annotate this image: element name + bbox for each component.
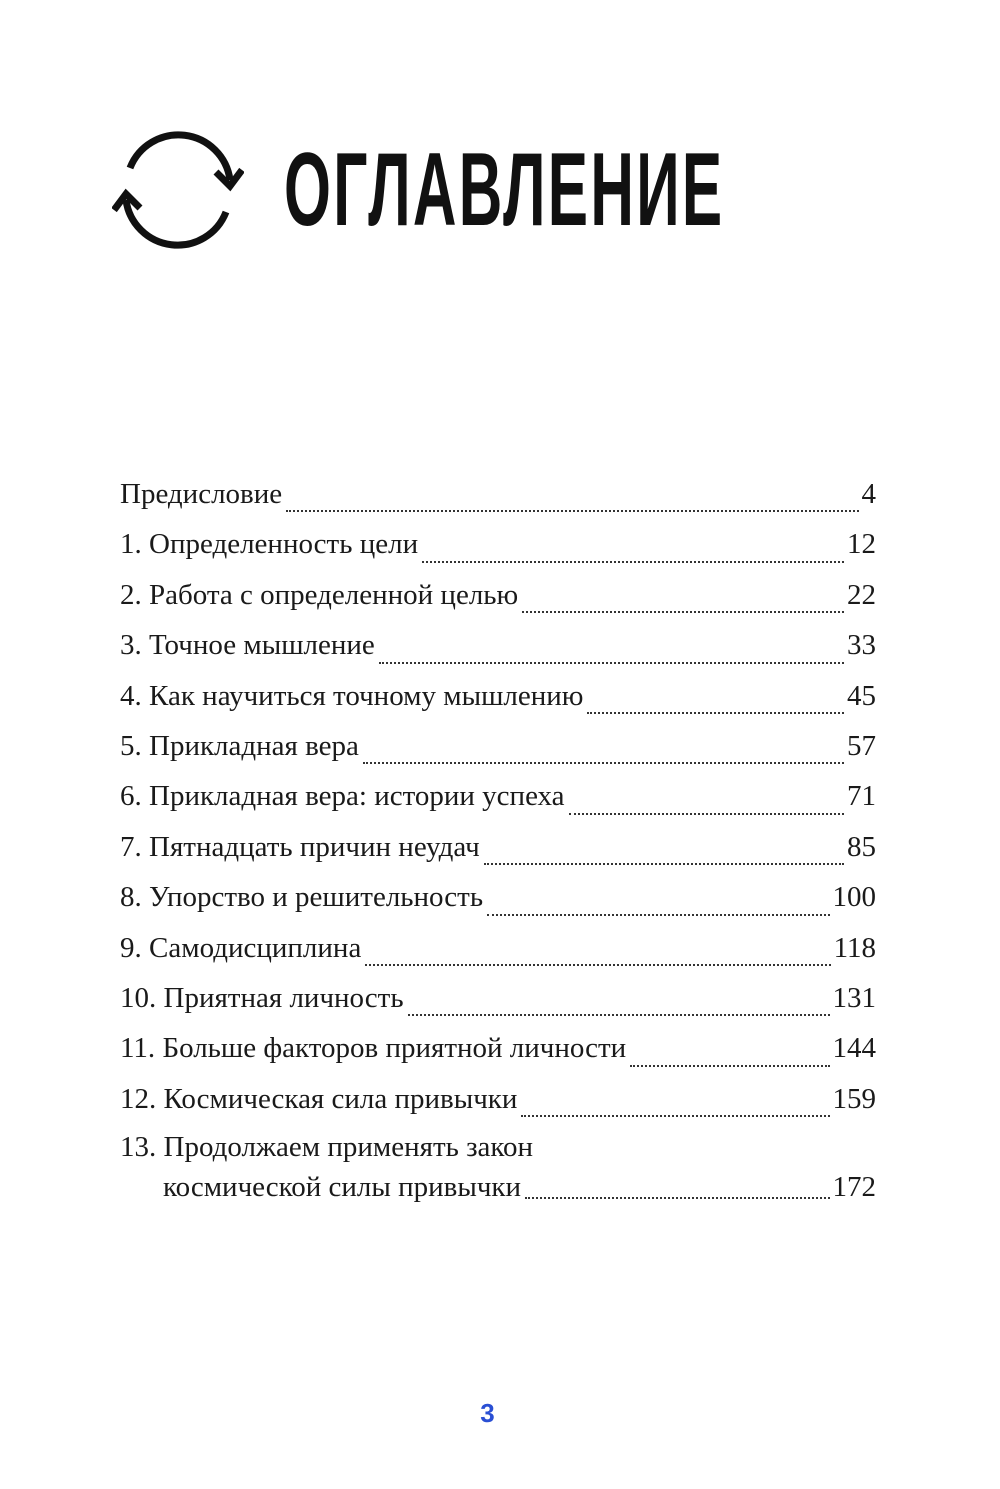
toc-entry-11[interactable] xyxy=(120,1026,876,1076)
dot-leader xyxy=(286,510,858,512)
dot-leader xyxy=(521,1115,829,1117)
toc-label: Точное мышление xyxy=(149,629,375,662)
dot-leader xyxy=(484,863,844,865)
toc-label: Прикладная вера xyxy=(149,729,359,762)
toc-page: 144 xyxy=(832,1032,876,1065)
toc-number: 11. xyxy=(120,1032,156,1065)
page-heading xyxy=(112,130,1000,250)
toc-number: 13. xyxy=(120,1131,157,1164)
dot-leader xyxy=(487,914,829,916)
dot-leader xyxy=(365,964,830,966)
toc-page: 71 xyxy=(847,780,876,813)
dot-leader xyxy=(408,1014,830,1016)
toc-number: 6. xyxy=(120,780,142,813)
toc-entry-preface[interactable] xyxy=(120,472,876,522)
toc-label: Космическая сила привычки xyxy=(163,1082,518,1115)
toc-label: Больше факторов приятной личности xyxy=(162,1032,627,1065)
toc-number: 12. xyxy=(120,1082,157,1115)
toc-page: 4 xyxy=(861,478,876,510)
toc-page: 33 xyxy=(847,629,876,662)
toc-label: Определенность цели xyxy=(149,528,419,561)
dot-leader xyxy=(525,1197,829,1199)
table-of-contents xyxy=(120,472,876,1217)
toc-entry-2[interactable] xyxy=(120,573,876,623)
toc-entry-3[interactable] xyxy=(120,623,876,673)
toc-entry-13[interactable] xyxy=(120,1127,876,1217)
toc-entry-9[interactable] xyxy=(120,926,876,976)
toc-label: Пятнадцать причин неудач xyxy=(149,830,480,863)
dot-leader xyxy=(630,1065,829,1067)
toc-label: Упорство и решительность xyxy=(149,881,484,914)
toc-entry-8[interactable] xyxy=(120,875,876,925)
toc-label: Работа с определенной целью xyxy=(149,578,519,611)
toc-entry-6[interactable] xyxy=(120,774,876,824)
toc-number: 3. xyxy=(120,629,142,662)
page-number: 3 xyxy=(480,1398,495,1428)
cycle-arrows-icon xyxy=(112,124,244,256)
toc-entry-7[interactable] xyxy=(120,825,876,875)
toc-page: 159 xyxy=(832,1082,876,1115)
toc-label: Самодисциплина xyxy=(149,931,362,964)
dot-leader xyxy=(587,712,844,714)
toc-label: Продолжаем применять закон xyxy=(163,1131,534,1164)
toc-entry-4[interactable] xyxy=(120,674,876,724)
toc-label: Предисловие xyxy=(120,478,283,510)
toc-entry-1[interactable] xyxy=(120,522,876,572)
toc-page: 57 xyxy=(847,729,876,762)
dot-leader xyxy=(363,762,844,764)
dot-leader xyxy=(522,611,844,613)
toc-number: 2. xyxy=(120,578,142,611)
toc-label: Прикладная вера: истории успеха xyxy=(149,780,565,813)
toc-page: 85 xyxy=(847,830,876,863)
toc-number: 9. xyxy=(120,931,142,964)
toc-number: 5. xyxy=(120,729,142,762)
toc-page: 22 xyxy=(847,578,876,611)
toc-page: 131 xyxy=(832,981,876,1014)
toc-number: 1. xyxy=(120,528,142,561)
toc-page: 45 xyxy=(847,679,876,712)
dot-leader xyxy=(379,662,844,664)
toc-page: 172 xyxy=(832,1171,876,1204)
toc-entry-10[interactable] xyxy=(120,976,876,1026)
toc-page: 12 xyxy=(847,528,876,561)
toc-number: 4. xyxy=(120,679,142,712)
toc-label-continued: космической силы привычки xyxy=(163,1171,522,1204)
toc-number: 8. xyxy=(120,881,142,914)
toc-page: 100 xyxy=(832,881,876,914)
toc-entry-12[interactable] xyxy=(120,1077,876,1127)
toc-label: Приятная личность xyxy=(163,981,404,1014)
toc-number: 7. xyxy=(120,830,142,863)
dot-leader xyxy=(569,813,844,815)
toc-number: 10. xyxy=(120,981,157,1014)
toc-page: 118 xyxy=(833,931,876,964)
toc-entry-5[interactable] xyxy=(120,724,876,774)
dot-leader xyxy=(422,561,844,563)
page-title: ОГЛАВЛЕНИЕ xyxy=(284,132,725,248)
toc-label: Как научиться точному мышлению xyxy=(149,679,584,712)
